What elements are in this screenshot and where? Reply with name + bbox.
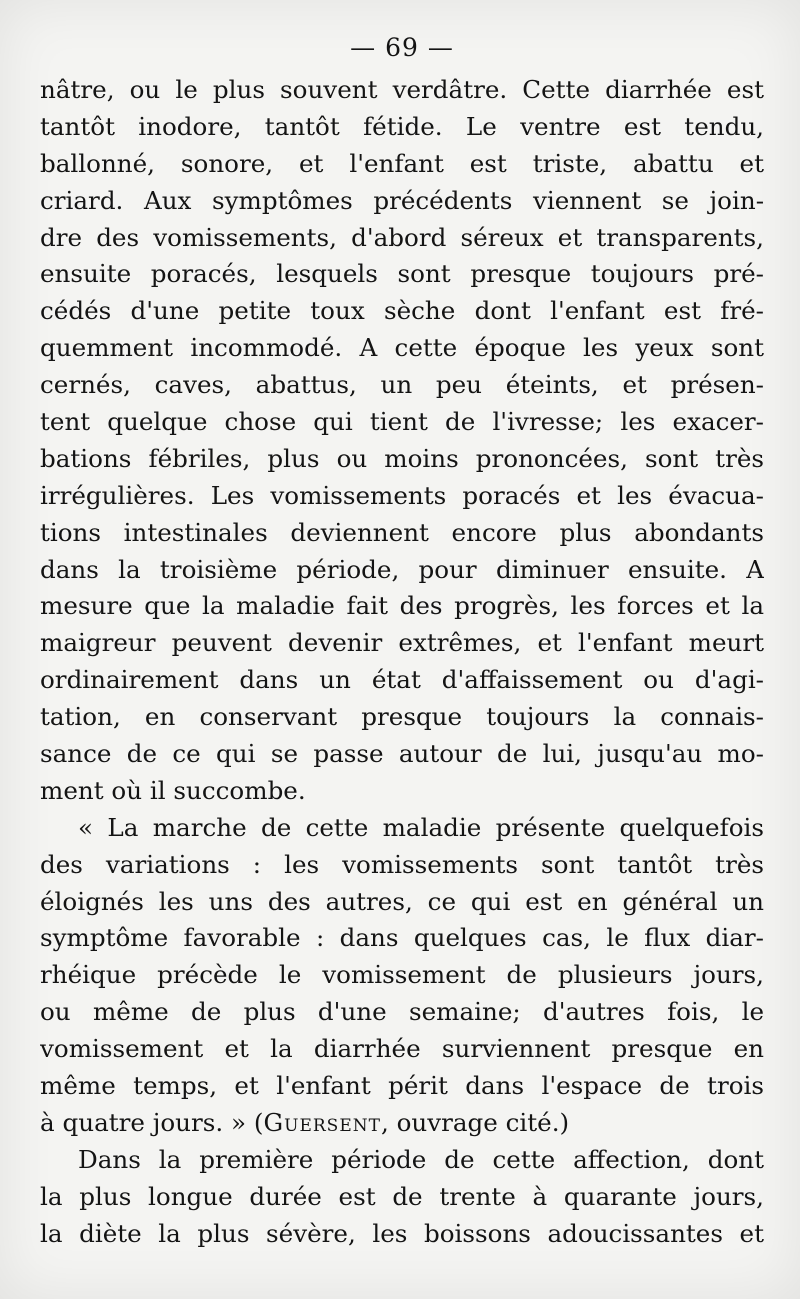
text-line: éloignés les uns des autres, ce qui est en général un (40, 886, 764, 916)
paragraph-2-quote (40, 810, 764, 1142)
text-line: quemment incommodé. A cette époque les yeux sont (40, 333, 764, 363)
page-number: — 69 — (350, 33, 454, 62)
text-line: ment où il succombe. (40, 775, 306, 805)
text-line: criard. Aux symptômes précédents viennent se join- (40, 185, 764, 215)
text-line: mesure que la maladie fait des progrès, les forces et la (40, 591, 764, 621)
citation-author: Guersent (263, 1107, 381, 1137)
text-line: « La marche de cette maladie présente quelquefois (78, 812, 764, 842)
text-line: ou même de plus d'une semaine; d'autres fois, le (40, 997, 764, 1027)
text-line: des variations : les vomissements sont tantôt très (40, 849, 764, 879)
text-line: ballonné, sonore, et l'enfant est triste, abattu et (40, 148, 764, 178)
citation-lead: à quatre jours. » ( (40, 1107, 264, 1137)
text-line: ensuite poracés, lesquels sont presque toujours pré- (40, 259, 764, 289)
paragraph-1 (40, 72, 764, 810)
text-line: ordinairement dans un état d'affaissement ou d'agi- (40, 665, 764, 695)
text-line: tent quelque chose qui tient de l'ivresse; les exacer- (40, 407, 764, 437)
text-line: irrégulières. Les vomissements poracés et les évacua- (40, 480, 764, 510)
text-line: dans la troisième période, pour diminuer ensuite. A (40, 554, 764, 584)
text-line: cernés, caves, abattus, un peu éteints, et présen- (40, 370, 764, 400)
citation-source: , ouvrage cité.) (380, 1107, 570, 1137)
text-line-citation (40, 1105, 764, 1142)
text-line: bations fébriles, plus ou moins prononcées, sont très (40, 443, 764, 473)
paragraph-3 (40, 1142, 764, 1253)
text-line: nâtre, ou le plus souvent verdâtre. Cette diarrhée est (40, 75, 764, 104)
text-line: vomissement et la diarrhée surviennent presque en (40, 1034, 764, 1064)
text-line: Dans la première période de cette affection, dont (78, 1144, 764, 1174)
text-line: tation, en conservant presque toujours la connais- (40, 702, 764, 732)
body-text (40, 72, 764, 1253)
text-line: dre des vomissements, d'abord séreux et transparents, (40, 222, 764, 252)
text-line: tantôt inodore, tantôt fétide. Le ventre est tendu, (40, 111, 764, 141)
text-line: rhéique précède le vomissement de plusieurs jours, (40, 960, 764, 990)
text-line: sance de ce qui se passe autour de lui, jusqu'au mo- (40, 739, 764, 769)
text-line: cédés d'une petite toux sèche dont l'enfant est fré- (40, 296, 764, 326)
text-line: la plus longue durée est de trente à quarante jours, (40, 1181, 764, 1211)
text-line: tions intestinales deviennent encore plus abondants (40, 517, 764, 547)
text-line: la diète la plus sévère, les boissons adoucissantes et (40, 1218, 764, 1248)
text-line: maigreur peuvent devenir extrêmes, et l'enfant meurt (40, 628, 764, 658)
text-line: symptôme favorable : dans quelques cas, le flux diar- (40, 923, 764, 953)
text-line: même temps, et l'enfant périt dans l'espace de trois (40, 1071, 764, 1101)
